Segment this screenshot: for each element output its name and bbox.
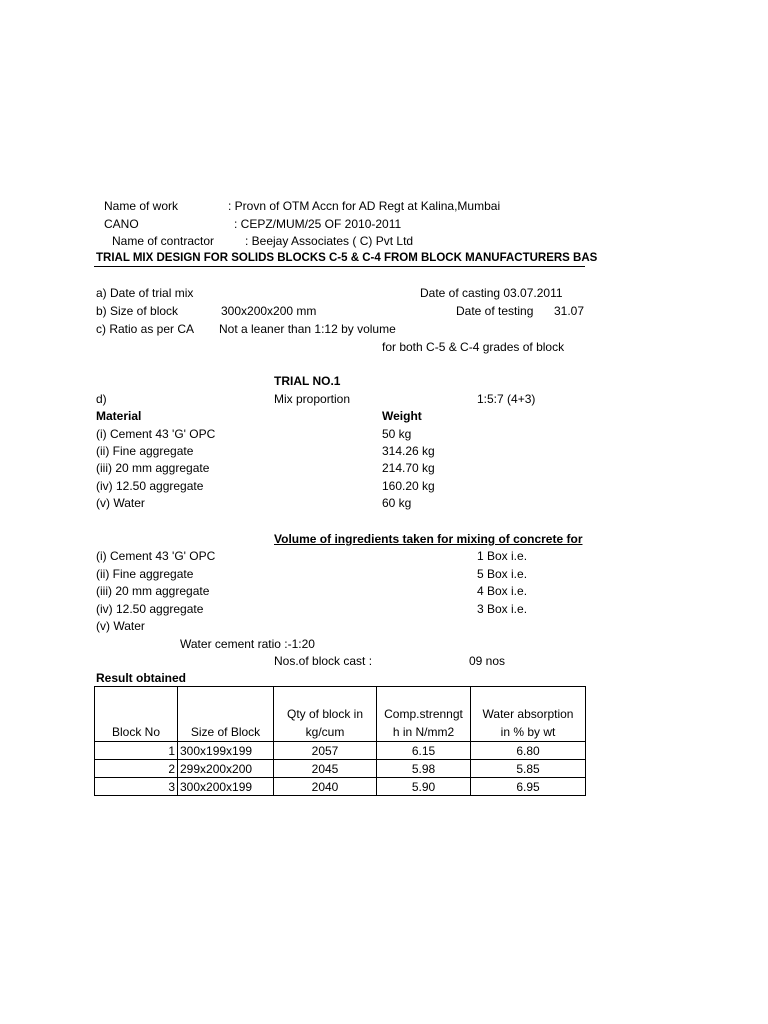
cano-label: CANO <box>104 217 139 231</box>
col-block-no: Block No <box>95 687 178 742</box>
date-testing-label: Date of testing <box>456 304 534 318</box>
cell-qty: 2057 <box>274 742 377 760</box>
material-name: (v) Water <box>96 496 145 510</box>
volume-item-name: (iii) 20 mm aggregate <box>96 584 210 598</box>
material-name: (iii) 20 mm aggregate <box>96 461 210 475</box>
contractor-value: : Beejay Associates ( C) Pvt Ltd <box>245 234 414 248</box>
table-row <box>95 778 586 796</box>
cell-block-no: 1 <box>95 742 178 760</box>
material-weight: 160.20 kg <box>382 479 435 493</box>
name-of-work-value: : Provn of OTM Accn for AD Regt at Kalina,Mumbai <box>228 199 501 213</box>
cell-water: 6.95 <box>471 778 586 796</box>
volume-item-name: (i) Cement 43 'G' OPC <box>96 549 216 563</box>
cell-size: 300x200x199 <box>178 778 274 796</box>
results-table <box>94 686 586 796</box>
weight-header: Weight <box>382 409 422 423</box>
material-name: (iv) 12.50 aggregate <box>96 479 204 493</box>
cell-qty: 2045 <box>274 760 377 778</box>
trial-title: TRIAL NO.1 <box>274 374 341 388</box>
cell-comp: 5.90 <box>377 778 471 796</box>
volume-item-qty: 1 Box i.e. <box>477 549 528 563</box>
volume-item-name: (v) Water <box>96 619 145 633</box>
name-of-work-label: Name of work <box>104 199 179 213</box>
volume-item-name: (iv) 12.50 aggregate <box>96 602 204 616</box>
material-header: Material <box>96 409 142 423</box>
volume-item-name: (ii) Fine aggregate <box>96 567 194 581</box>
title-divider <box>94 266 585 267</box>
material-weight: 214.70 kg <box>382 461 435 475</box>
volume-item-qty: 5 Box i.e. <box>477 567 528 581</box>
col-comp: Comp.strenngt h in N/mm2 <box>377 687 471 742</box>
results-heading: Result obtained <box>96 671 187 685</box>
contractor-label: Name of contractor <box>112 234 215 248</box>
material-name: (ii) Fine aggregate <box>96 444 194 458</box>
d-label: d) <box>96 392 107 406</box>
blocks-cast-label: Nos.of block cast : <box>274 654 373 668</box>
cell-water: 5.85 <box>471 760 586 778</box>
grades-note: for both C-5 & C-4 grades of block <box>382 340 565 354</box>
mix-label: Mix proportion <box>274 392 351 406</box>
ratio-label: c) Ratio as per CA <box>96 322 195 336</box>
material-weight: 50 kg <box>382 427 412 441</box>
mix-value: 1:5:7 (4+3) <box>477 392 536 406</box>
size-value: 300x200x200 mm <box>221 304 317 318</box>
cano-value: : CEPZ/MUM/25 OF 2010-2011 <box>234 217 402 231</box>
cell-block-no: 2 <box>95 760 178 778</box>
cell-block-no: 3 <box>95 778 178 796</box>
volume-heading: Volume of ingredients taken for mixing of concrete for <box>274 532 583 546</box>
cell-water: 6.80 <box>471 742 586 760</box>
cell-comp: 5.98 <box>377 760 471 778</box>
volume-item-qty: 3 Box i.e. <box>477 602 528 616</box>
material-name: (i) Cement 43 'G' OPC <box>96 427 216 441</box>
size-label: b) Size of block <box>96 304 179 318</box>
date-casting: Date of casting 03.07.2011 <box>420 286 563 300</box>
table-row <box>95 742 586 760</box>
cell-size: 300x199x199 <box>178 742 274 760</box>
ratio-value: Not a leaner than 1:12 by volume <box>219 322 396 336</box>
document-title: TRIAL MIX DESIGN FOR SOLIDS BLOCKS C-5 & C-4 FROM BLOCK MANUFACTURERS BAS <box>96 252 598 264</box>
results-header-row <box>95 687 586 742</box>
col-water: Water absorption in % by wt <box>471 687 586 742</box>
blocks-cast-value: 09 nos <box>469 654 506 668</box>
date-testing-value: 31.07 <box>554 304 585 318</box>
material-weight: 314.26 kg <box>382 444 435 458</box>
col-size: Size of Block <box>178 687 274 742</box>
cell-size: 299x200x200 <box>178 760 274 778</box>
material-weight: 60 kg <box>382 496 412 510</box>
col-qty: Qty of block in kg/cum <box>274 687 377 742</box>
table-row <box>95 760 586 778</box>
date-trial-label: a) Date of trial mix <box>96 286 194 300</box>
cell-qty: 2040 <box>274 778 377 796</box>
water-cement-ratio: Water cement ratio :-1:20 <box>180 637 315 651</box>
cell-comp: 6.15 <box>377 742 471 760</box>
volume-item-qty: 4 Box i.e. <box>477 584 528 598</box>
